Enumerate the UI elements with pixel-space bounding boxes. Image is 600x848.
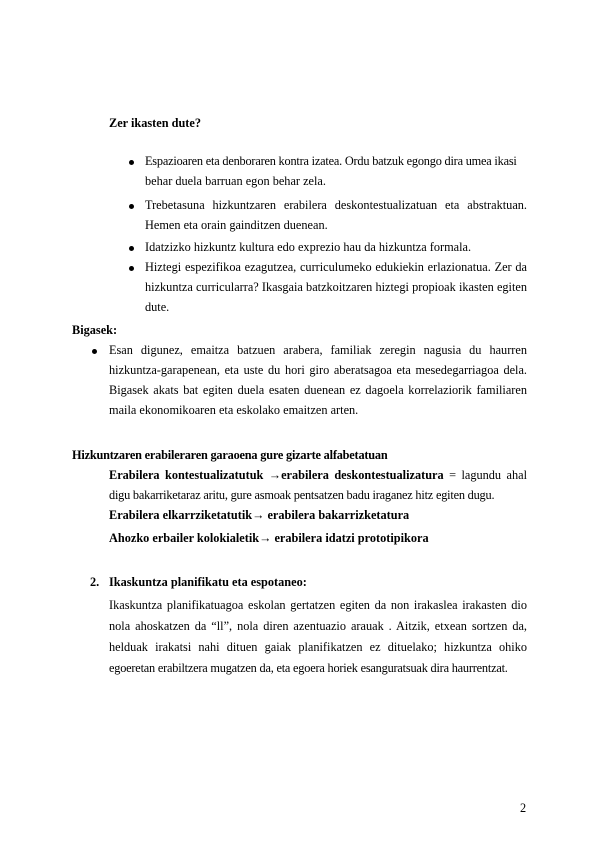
list-item-line: dute. — [145, 300, 170, 314]
paragraph-line: egoeretan erabiltzera mugatzen da, eta egoera horiek esanguratsuak dira haurrentzat. — [109, 661, 508, 675]
bullet-icon — [92, 349, 97, 354]
paragraph-line: helduak irakatsi nahi dituen gaiak planifikatzen ez dituelako; hizkuntza ohiko — [109, 640, 527, 654]
bullet-icon — [129, 246, 134, 251]
bullet-icon — [129, 204, 134, 209]
section-heading-ikaskuntza: Ikaskuntza planifikatu eta espotaneo: — [109, 575, 307, 589]
list-item — [109, 340, 527, 420]
bold-phrase: Erabilera kontestualizatutuk →erabilera deskontestualizatura — [109, 468, 444, 482]
paragraph-line: Erabilera elkarrziketatutik→ erabilera bakarrizketatura — [109, 508, 410, 522]
list-item-line: Hiztegi espezifikoa ezagutzea, curriculumeko edukiekin erlazionatua. Zer da — [145, 260, 527, 274]
section-heading-hizkuntzaren-erabilera: Hizkuntzaren erabileraren garaoena gure gizarte alfabetatuan — [72, 448, 388, 462]
list-item-line: Hemen eta orain gainditzen duenean. — [145, 218, 328, 232]
section-number: 2. — [90, 575, 100, 589]
list-item-line: Trebetasuna hizkuntzaren erabilera deskontestualizatuan eta abstraktuan. — [145, 198, 527, 212]
list-item-line: hizkuntza-garapenean, eta uste du hori giro aberatsagoa eta mesedegarriagoa dela. — [109, 363, 527, 377]
bullet-icon — [129, 266, 134, 271]
list-item — [145, 257, 527, 317]
section-body-ikaskuntza — [109, 595, 527, 679]
section-heading-zer-ikasten: Zer ikasten dute? — [109, 116, 202, 130]
bullet-icon — [129, 160, 134, 165]
paragraph-line: Ikaskuntza planifikatuagoa eskolan gertatzen egiten da non irakaslea irakasten dio — [109, 598, 527, 612]
list-item — [145, 195, 527, 235]
paragraph-line: digu bakarriketaraz aritu, gure asmoak pentsatzen badu iraganez hitz egiten dugu. — [109, 488, 495, 502]
list-item — [145, 237, 527, 257]
paragraph-line: Ahozko erbailer kolokialetik→ erabilera idatzi prototipikora — [109, 531, 429, 545]
paragraph-line — [109, 465, 527, 485]
list-item-line: Esan digunez, emaitza batzuen arabera, familiak zeregin nagusia du haurren — [109, 343, 527, 357]
section-body-erabilera — [109, 465, 527, 548]
list-item-line: hizkuntza curricularra? Ikasgaia batzkoitzaren hiztegi propioak ikasten egiten — [145, 280, 527, 294]
list-item-line: behar duela barruan egon behar zela. — [145, 174, 326, 188]
list-item-line: Espazioaren eta denboraren kontra izatea. Ordu batzuk egongo dira umea ikasi — [145, 154, 517, 168]
list-item-line: Idatzizko hizkuntz kultura edo exprezio hau da hizkuntza formala. — [145, 240, 472, 254]
list-item-line: Bigasek akats bat egiten duela esaten duenean ez dagoela korrelaziorik familiaren — [109, 383, 527, 397]
section-heading-bigasek: Bigasek: — [72, 323, 118, 337]
list-item-line: maila ekonomikoaren eta eskolako emaitzen arten. — [109, 403, 359, 417]
text-span: = lagundu ahal — [443, 468, 527, 482]
page-number: 2 — [520, 801, 527, 815]
list-item — [145, 151, 527, 191]
paragraph-line: nola ahoskatzen da “ll”, nola diren azentuazio arauak . Aitzik, etxean sortzen da, — [109, 619, 527, 633]
